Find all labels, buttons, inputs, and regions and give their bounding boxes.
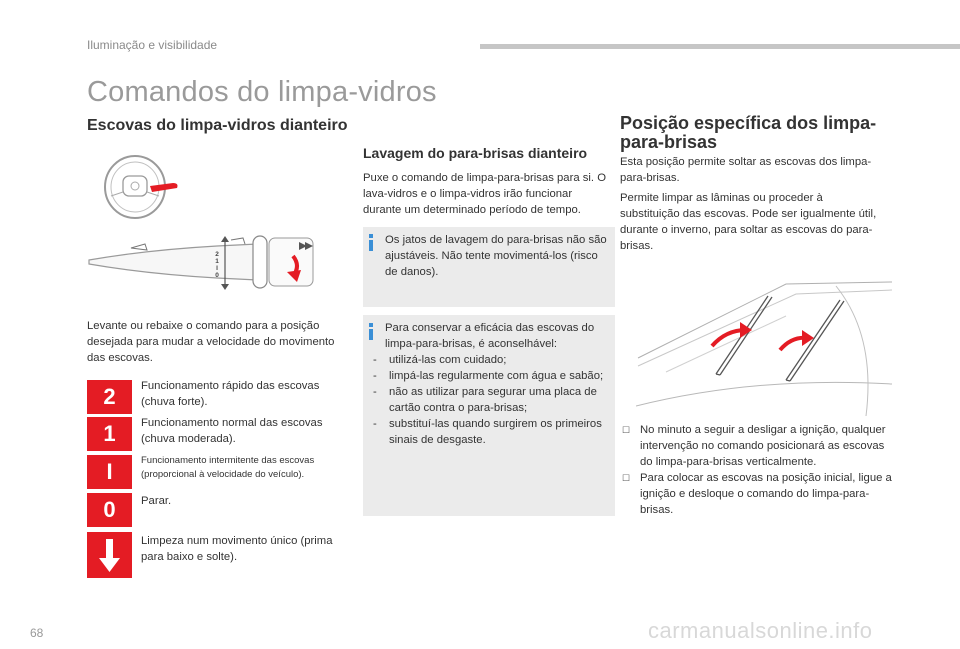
note-box-jets bbox=[363, 227, 615, 307]
left-intro: Levante ou rebaixe o comando para a posição desejada para mudar a velocidade do movimento das escovas. bbox=[87, 320, 335, 364]
legend-text-intermittent: Funcionamento intermitente das escovas (proporcional à velocidade do veículo). bbox=[141, 455, 315, 480]
stalk-mark-0: 0 bbox=[215, 272, 219, 279]
page-title: Comandos do limpa-vidros bbox=[87, 76, 437, 108]
right-heading: Posição específica dos limpa-para-brisas bbox=[620, 113, 877, 152]
wiper-stalk-illustration bbox=[87, 232, 327, 294]
page-number: 68 bbox=[30, 626, 44, 640]
badge-speed-1: 1 bbox=[87, 417, 132, 451]
legend-text-2: Funcionamento rápido das escovas (chuva forte). bbox=[141, 380, 320, 408]
stalk-mark-i: I bbox=[216, 265, 218, 272]
badge-stop: 0 bbox=[87, 493, 132, 527]
steering-wheel-illustration bbox=[95, 150, 185, 225]
middle-body: Puxe o comando de limpa-para-brisas para si. O lava-vidros e o limpa-vidros irão funcionar durante um determinado período de tempo. bbox=[363, 172, 606, 216]
legend-text-1: Funcionamento normal das escovas (chuva moderada). bbox=[141, 417, 323, 445]
list-item: - substituí-las quando surgirem os primeiros sinais de desgaste. bbox=[371, 416, 609, 448]
right-paragraph-1: Esta posição permite soltar as escovas dos limpa-para-brisas. bbox=[620, 156, 872, 184]
badge-speed-2: 2 bbox=[87, 380, 132, 414]
note-care-intro: Para conservar a eficácia das escovas do limpa-para-brisas, é aconselhável: bbox=[385, 322, 595, 350]
list-item: - não as utilizar para segurar uma placa de cartão contra o para-brisas; bbox=[371, 384, 609, 416]
section-bar bbox=[480, 44, 960, 49]
right-instructions bbox=[622, 422, 894, 518]
arrow-down-icon bbox=[87, 532, 132, 578]
windshield-illustration bbox=[636, 276, 892, 416]
note-jets-text: Os jatos de lavagem do para-brisas não são ajustáveis. Não tente movimentá-los (risco de danos). bbox=[385, 234, 607, 278]
note-box-care bbox=[363, 315, 615, 516]
list-item: - utilizá-las com cuidado; bbox=[371, 352, 609, 368]
info-icon bbox=[369, 329, 373, 340]
middle-heading: Lavagem do para-brisas dianteiro bbox=[363, 145, 588, 161]
badge-intermittent: I bbox=[87, 455, 132, 489]
info-icon bbox=[369, 240, 373, 251]
watermark: carmanualsonline.info bbox=[648, 618, 873, 643]
stalk-mark-2: 2 bbox=[215, 251, 219, 258]
left-heading: Escovas do limpa-vidros dianteiro bbox=[87, 117, 348, 134]
list-item: ☐ Para colocar as escovas na posição inicial, ligue a ignição e desloque o comando do limpa-para-brisas. bbox=[622, 470, 894, 518]
section-title: Iluminação e visibilidade bbox=[87, 38, 218, 52]
list-item: - limpá-las regularmente com água e sabão; bbox=[371, 368, 609, 384]
badge-single-wipe bbox=[87, 532, 132, 578]
right-paragraph-2: Permite limpar as lâminas ou proceder à substituição das escovas. Pode ser igualmente útil, durante o inverno, para soltar as escovas do para-brisas. bbox=[620, 192, 877, 252]
legend-text-single-wipe: Limpeza num movimento único (prima para baixo e solte). bbox=[141, 535, 333, 563]
list-item: ☐ No minuto a seguir a desligar a ignição, qualquer intervenção no comando posicionará as escovas do limpa-para-brisas verticalmente. bbox=[622, 422, 894, 470]
legend-text-stop: Parar. bbox=[141, 495, 172, 507]
stalk-mark-1: 1 bbox=[215, 258, 219, 265]
